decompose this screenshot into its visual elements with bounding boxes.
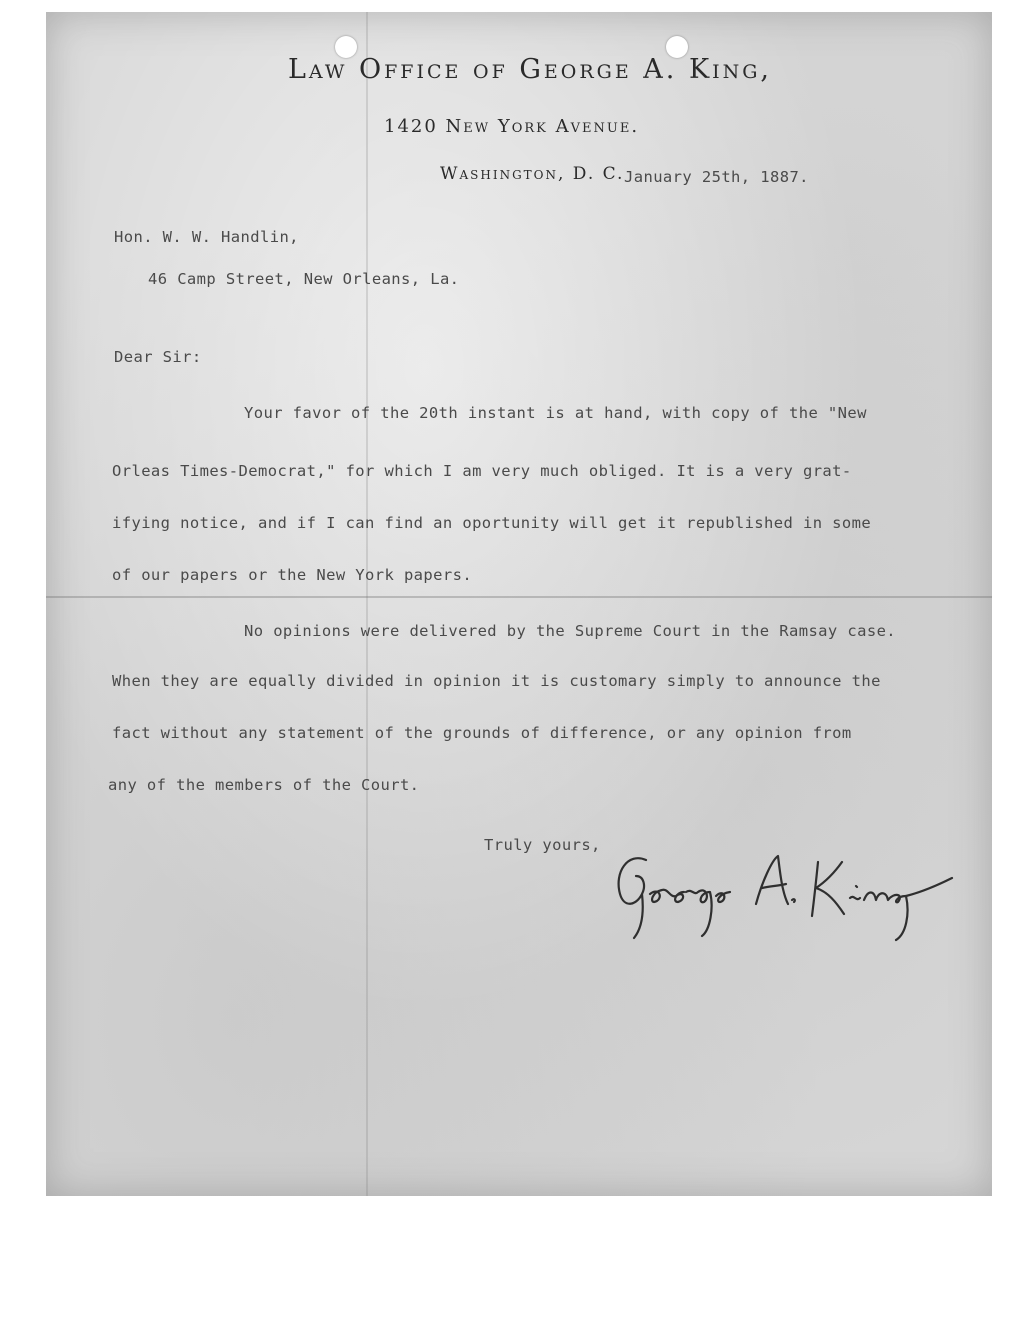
salutation: Dear Sir:: [114, 348, 202, 366]
body-line: ifying notice, and if I can find an oportunity will get it republished in some: [112, 514, 872, 532]
recipient-name: Hon. W. W. Handlin,: [114, 228, 299, 246]
letter-date: January 25th, 1887.: [624, 168, 809, 186]
body-line: any of the members of the Court.: [108, 776, 420, 794]
letter-page: [46, 12, 992, 1196]
body-line: When they are equally divided in opinion it is customary simply to announce the: [112, 672, 881, 690]
handwritten-signature: [606, 842, 966, 952]
horizontal-fold-line: [46, 596, 992, 598]
letterhead-address: 1420 New York Avenue.: [384, 116, 640, 137]
body-line: Your favor of the 20th instant is at hand, with copy of the "New: [244, 404, 867, 422]
recipient-address: 46 Camp Street, New Orleans, La.: [148, 270, 460, 288]
closing: Truly yours,: [484, 836, 601, 854]
body-line: No opinions were delivered by the Supreme Court in the Ramsay case.: [244, 622, 897, 640]
letterhead-title: Law Office of George A. King,: [288, 54, 773, 85]
body-line: Orleas Times-Democrat," for which I am very much obliged. It is a very grat-: [112, 462, 852, 480]
letterhead-city: Washington, D. C.: [440, 164, 625, 184]
body-line: of our papers or the New York papers.: [112, 566, 473, 584]
body-line: fact without any statement of the grounds of difference, or any opinion from: [112, 724, 852, 742]
vertical-fold-line: [366, 12, 368, 1196]
